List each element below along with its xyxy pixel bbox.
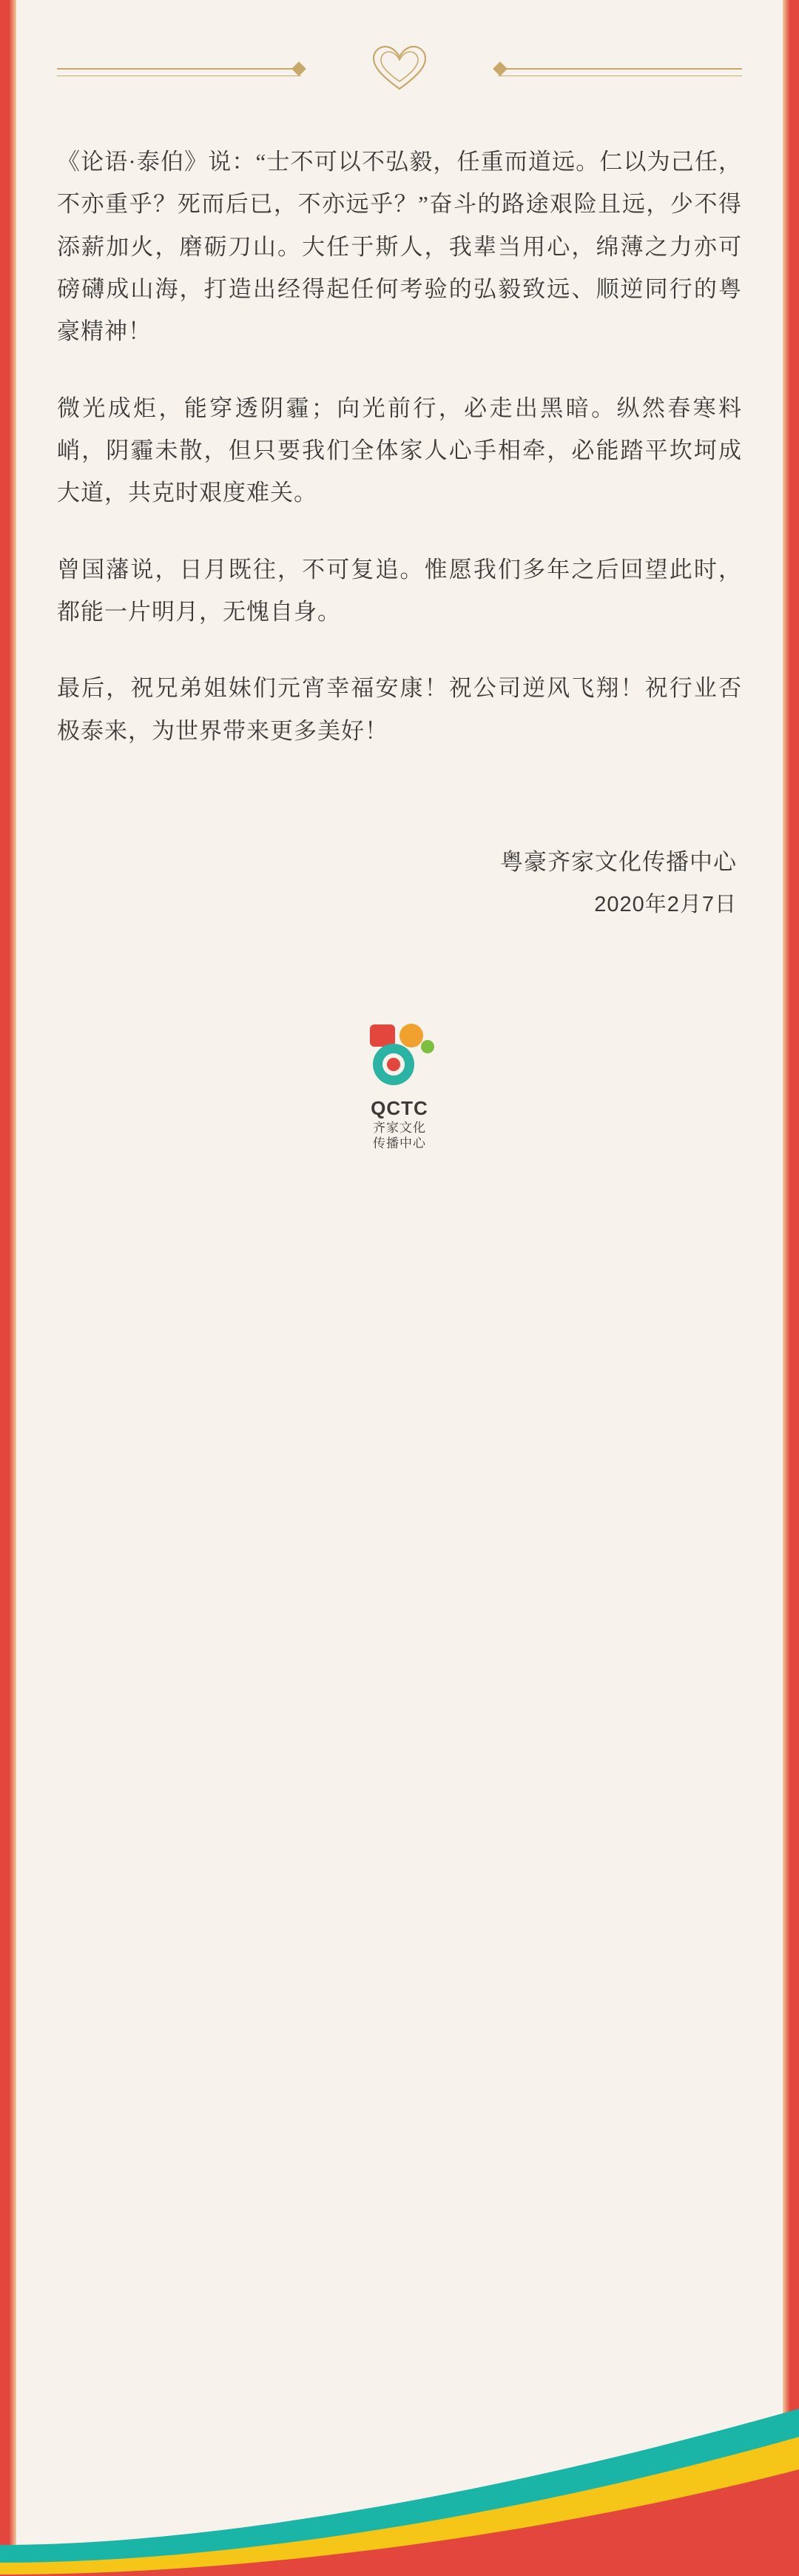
- paragraph-4: 最后，祝兄弟姐妹们元宵幸福安康！祝公司逆风飞翔！祝行业否极泰来，为世界带来更多美好！: [57, 675, 742, 744]
- ornament-diamond-right: [493, 61, 508, 76]
- qctc-logo-icon: [360, 1022, 439, 1090]
- top-ornament: [16, 22, 783, 111]
- ornament-diamond-left: [291, 61, 306, 76]
- heart-ornament-icon: [366, 43, 433, 98]
- left-edge-band: [0, 0, 16, 2576]
- signature-block: [16, 841, 737, 925]
- ornament-line-right: [498, 68, 742, 70]
- logo-abbreviation: QCTC: [371, 1097, 428, 1120]
- logo-name-line2: 传播中心: [373, 1136, 426, 1151]
- ornament-line-left: [57, 68, 301, 70]
- document-content: [16, 0, 783, 2576]
- logo-name-line1: 齐家文化: [373, 1121, 426, 1136]
- signature-date: 2020年2月7日: [594, 893, 737, 917]
- bottom-ribbon: [0, 2354, 799, 2576]
- letter-body: [57, 141, 742, 752]
- signature-organization: 粤豪齐家文化传播中心: [500, 849, 737, 876]
- paragraph-3: 曾国藩说，日月既往，不可复追。惟愿我们多年之后回望此时，都能一片明月，无愧自身。: [57, 556, 742, 625]
- paragraph-2: 微光成炬，能穿透阴霾；向光前行，必走出黑暗。纵然春寒料峭，阴霾未散，但只要我们全体家人心手相牵，必能踏平坎坷成大道，共克时艰度难关。: [57, 395, 742, 506]
- logo-name: [373, 1120, 426, 1152]
- logo-block: [16, 1022, 783, 1152]
- right-edge-band: [783, 0, 799, 2576]
- paragraph-1: 《论语·泰伯》说：“士不可以不弘毅，任重而道远。仁以为己任，不亦重乎？死而后已，不亦远乎？”奋斗的路途艰险且远，少不得添薪加火，磨砺刀山。大任于斯人，我辈当用心，绵薄之力亦可磅礴成山海，打造出经得起任何考验的弘毅致远、顺逆同行的粤豪精神！: [57, 149, 742, 345]
